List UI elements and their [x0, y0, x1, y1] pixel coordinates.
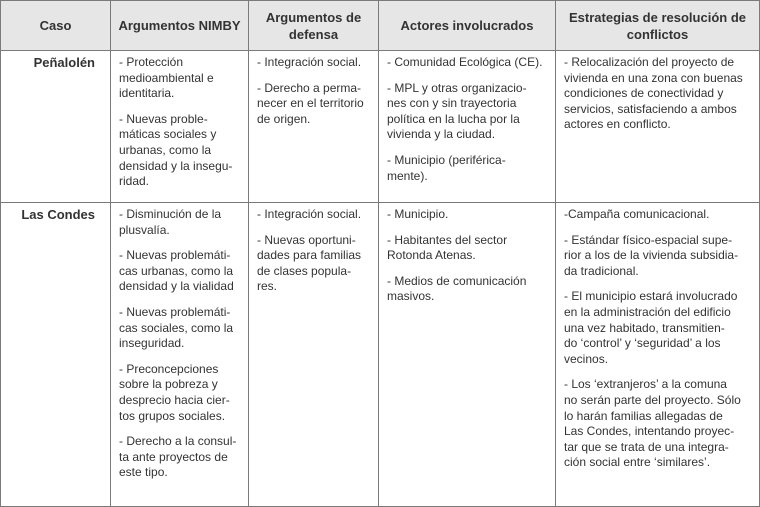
header-caso: Caso: [1, 1, 111, 51]
cell-entry: - El municipio estará involucrado en la administración del edificio una vez habitado, transmitien- do ‘control’ y ‘seguridad’ a los vecinos.: [564, 289, 738, 366]
cell-entry: - Derecho a perma- necer en el territorio de origen.: [257, 80, 364, 126]
cell-entry: - MPL y otras organizacio- nes con y sin trayectoria política en la lucha por la vivienda y la ciudad.: [387, 80, 527, 142]
cell-entry: - Habitantes del sector Rotonda Atenas.: [387, 232, 508, 263]
cell-entry: - Relocalización del proyecto de vivienda en una zona con buenas condiciones de conectividad y servicios, satisfaciendo a ambos actores en conflicto.: [564, 55, 743, 132]
cell-entry: - Integración social.: [257, 55, 362, 69]
cell-entry: - Estándar físico-espacial supe- rior a los de la vivienda subsidia- da tradicional.: [564, 232, 739, 278]
cell-entry: - Comunidad Ecológica (CE).: [387, 55, 543, 69]
cell-entry: - Nuevas problemáti- cas urbanas, como la densidad y la vialidad: [119, 248, 234, 294]
header-estrategias-resolucion: Estrategias de resolución de conflictos: [556, 1, 760, 51]
header-argumentos-defensa: Argumentos de defensa: [249, 1, 379, 51]
estrategias-cell: [556, 51, 760, 203]
cell-entry: - Municipio (periférica- mente).: [387, 152, 506, 183]
defensa-cell: [249, 203, 379, 507]
cell-entry: - Municipio.: [387, 207, 449, 221]
header-argumentos-nimby: Argumentos NIMBY: [111, 1, 249, 51]
cell-entry: - Integración social.: [257, 207, 362, 221]
cell-entry: - Nuevas problemáti- cas sociales, como la inseguridad.: [119, 304, 234, 351]
cell-entry: - Protección medioambiental e identitaria.: [119, 55, 214, 101]
table-row: [1, 51, 760, 203]
table-row: [1, 203, 760, 507]
cell-entry: - Derecho a la consul- ta ante proyectos de este tipo.: [119, 434, 237, 480]
nimby-cell: [111, 203, 249, 507]
estrategias-cell: [556, 203, 760, 507]
cell-entry: -Campaña comunicacional.: [564, 207, 710, 221]
cell-entry: - Preconcepciones sobre la pobreza y desprecio hacia cier- tos grupos sociales.: [119, 361, 230, 423]
defensa-cell: [249, 51, 379, 203]
header-actores-involucrados: Actores involucrados: [379, 1, 556, 51]
header-row: [1, 1, 760, 51]
case-cell: Las Condes: [1, 203, 111, 507]
cell-entry: - Nuevas oportuni- dades para familias de clases popula- res.: [257, 232, 362, 294]
cell-entry: - Disminución de la plusvalía.: [119, 207, 222, 237]
actores-cell: [379, 203, 556, 507]
cell-entry: - Los ‘extranjeros’ a la comuna no serán parte del proyecto. Sólo lo harán familias allegadas de Las Condes, intentando proyec- tar que se trata de una integra- ción social entre ‘similares’.: [564, 377, 741, 470]
case-cell: Peñalolén: [1, 51, 111, 203]
actores-cell: [379, 51, 556, 203]
cell-entry: - Medios de comunicación masivos.: [387, 273, 527, 304]
nimby-cell: [111, 51, 249, 203]
cell-entry: - Nuevas proble- máticas sociales y urbanas, como la densidad y la insegu- ridad.: [119, 111, 233, 189]
